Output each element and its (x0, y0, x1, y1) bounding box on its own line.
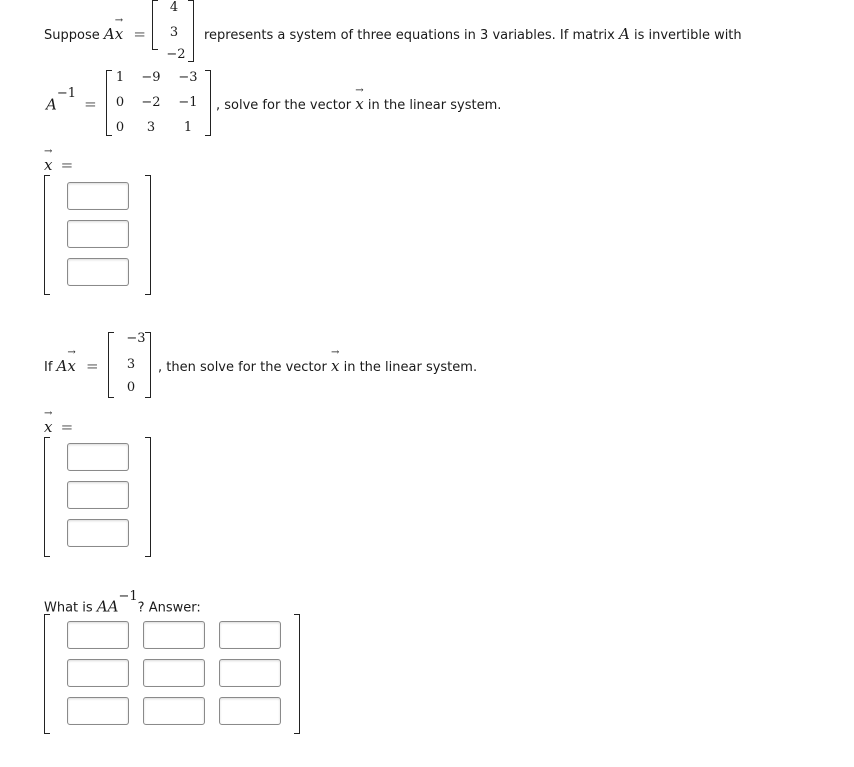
ans2-input-1[interactable] (67, 443, 129, 471)
ans1-label: x → = (44, 146, 74, 174)
ans2-input-2[interactable] (67, 481, 129, 509)
q2-statement: If Ax → = (44, 347, 99, 375)
ans3-left-bracket (44, 614, 50, 734)
q1-prefix: Suppose (44, 28, 104, 43)
q2-b-0: −3 (126, 331, 146, 346)
q1-b-1: 3 (169, 25, 179, 40)
q3-statement: What is $AA^{-1}$? Answer: (44, 589, 201, 616)
ainv-1-1: −2 (141, 95, 161, 110)
ainv-0-1: −9 (141, 70, 161, 85)
ans1-left-bracket (44, 175, 50, 295)
q2-b-left-bracket (108, 332, 114, 398)
ans3-input-2-3[interactable] (219, 659, 281, 687)
q1-statement (44, 15, 146, 43)
ans3-input-2-2[interactable] (143, 659, 205, 687)
q1-b-right-bracket (188, 0, 194, 62)
q2-b-1: 3 (126, 357, 136, 372)
q2-b-right-bracket (145, 332, 151, 398)
ainv-1-0: 0 (115, 95, 125, 110)
q1-lhs: Ax → (103, 15, 124, 43)
ainv-right-bracket (205, 70, 211, 136)
ans2-input-3[interactable] (67, 519, 129, 547)
ainv-2-1: 3 (146, 120, 156, 135)
q1-b-2: −2 (166, 47, 186, 62)
ainv-2-2: 1 (183, 120, 193, 135)
ans2-left-bracket (44, 437, 50, 557)
q1-b-0: 4 (169, 0, 179, 15)
ans2-label: x → = (44, 408, 74, 436)
ans3-right-bracket (294, 614, 300, 734)
ans3-input-1-1[interactable] (67, 621, 129, 649)
ans3-input-3-1[interactable] (67, 697, 129, 725)
q1-equals: = (133, 25, 146, 43)
ans1-input-3[interactable] (67, 258, 129, 286)
ans1-right-bracket (145, 175, 151, 295)
ainv-label: $A^{-1}$ = (46, 86, 97, 114)
ainv-0-2: −3 (178, 70, 198, 85)
ainv-1-2: −1 (178, 95, 198, 110)
ans2-right-bracket (145, 437, 151, 557)
q1-matrix-name: A (618, 25, 630, 43)
ainv-0-0: 1 (115, 70, 125, 85)
ainv-instruction: , solve for the vector x → in the linear system. (216, 85, 502, 113)
ans3-input-2-1[interactable] (67, 659, 129, 687)
q2-b-2: 0 (126, 380, 136, 395)
q1-x-vec: x → (355, 85, 364, 113)
q2-instruction: , then solve for the vector x → in the linear system. (158, 347, 478, 375)
q1-description: represents a system of three equations in 3 variables. If matrix A is invertible with (204, 25, 742, 43)
ans1-input-1[interactable] (67, 182, 129, 210)
ainv-2-0: 0 (115, 120, 125, 135)
ans3-input-3-3[interactable] (219, 697, 281, 725)
ans1-input-2[interactable] (67, 220, 129, 248)
ans3-input-3-2[interactable] (143, 697, 205, 725)
ans3-input-1-3[interactable] (219, 621, 281, 649)
q1-b-left-bracket (152, 0, 158, 50)
ans3-input-1-2[interactable] (143, 621, 205, 649)
